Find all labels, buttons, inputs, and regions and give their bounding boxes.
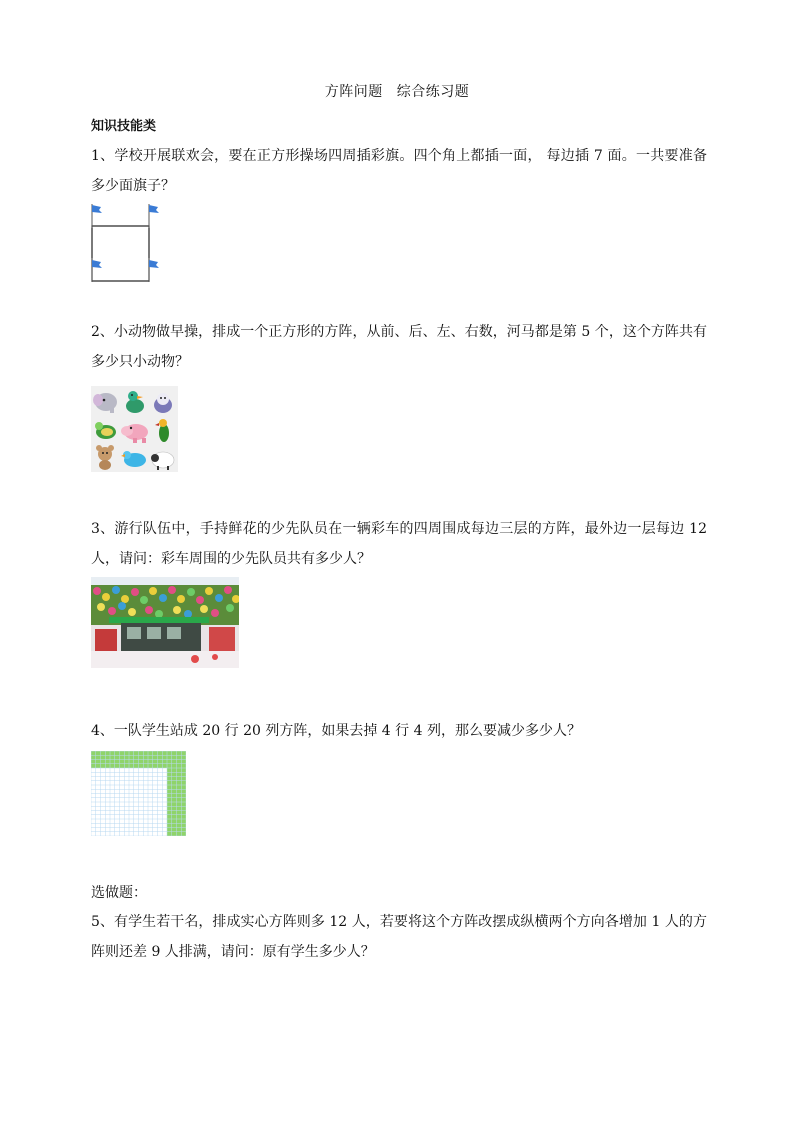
question-2: 2、小动物做早操，排成一个正方形的方阵，从前、后、左、右数，河马都是第 5 个，这个方阵共有多少只小动物？ [91, 324, 707, 370]
title-main: 方阵问题 [324, 84, 383, 100]
question-5: 5、有学生若干名，排成实心方阵则多 12 人，若要将这个方阵改摆成纵横两个方向各增加 1 人的方阵则还差 9 人排满，请问：原有学生多少人？ [91, 914, 707, 960]
flag-square-diagram [88, 202, 160, 284]
question-4: 4、一队学生站成 20 行 20 列方阵，如果去掉 4 行 4 列，那么要减少多少人？ [91, 723, 581, 739]
parade-float-photo [91, 577, 239, 668]
question-1: 1、学校开展联欢会，要在正方形操场四周插彩旗。四个角上都插一面， 每边插 7 面。一共要准备多少面旗子？ [91, 148, 707, 194]
animals-grid-image [91, 386, 178, 472]
section-heading: 知识技能类 [91, 119, 157, 134]
flag-icon [149, 258, 159, 282]
grid-square-diagram [91, 751, 186, 836]
question-3: 3、游行队伍中，手持鲜花的少先队员在一辆彩车的四周围成每边三层的方阵，最外边一层每边 12 人，请问：彩车周围的少先队员共有多少人？ [91, 521, 707, 567]
flag-icon [149, 204, 159, 228]
flag-icon [92, 204, 102, 228]
flag-icon [92, 258, 102, 282]
page-title [0, 81, 794, 101]
title-sub: 综合练习题 [396, 84, 470, 100]
elective-label: 选做题： [91, 885, 147, 901]
